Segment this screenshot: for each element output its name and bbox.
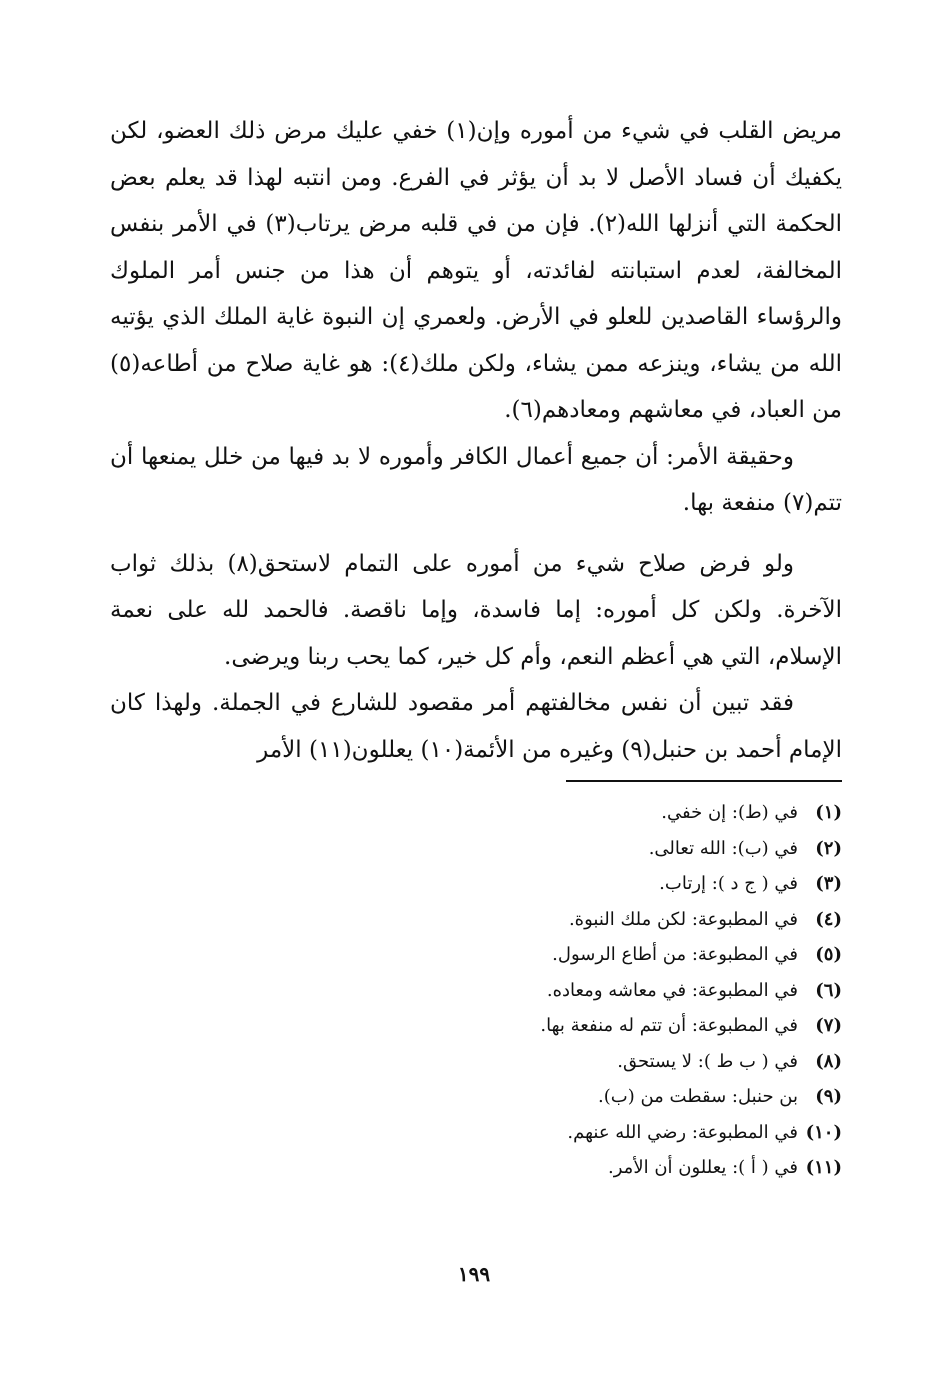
- footnote-item: [300, 973, 842, 1009]
- footnote-item: [300, 937, 842, 973]
- footnote-text: في ( ج د ): إرتاب.: [659, 873, 798, 894]
- footnote-number: (٧): [815, 1015, 842, 1036]
- page-number: ١٩٩: [457, 1262, 491, 1286]
- paragraph-2: وحقيقة الأمر: أن جميع أعمال الكافر وأموره لا بد فيها من خلل يمنعها أن تتم(٧) منفعة بها.: [110, 443, 842, 516]
- footnote-text: في ( ب ط ): لا يستحق.: [617, 1050, 798, 1072]
- footnote-text: في المطبوعة: رضي الله عنهم.: [567, 1121, 798, 1143]
- footnote-text: في المطبوعة: أن تتم له منفعة بها.: [540, 1015, 798, 1036]
- footnote-number: (٥): [815, 944, 842, 965]
- footnote-number: (٢): [815, 837, 842, 859]
- footnote-text: في المطبوعة: لكن ملك النبوة.: [568, 908, 798, 930]
- footnote-item: [300, 1044, 842, 1080]
- footnote-text: بن حنبل: سقطت من (ب).: [598, 1086, 798, 1107]
- footnote-item: [300, 1115, 842, 1151]
- footnote-item: [300, 1008, 842, 1044]
- footnote-number: (٣): [815, 873, 842, 894]
- footnote-text: في المطبوعة: من أطاع الرسول.: [552, 944, 798, 965]
- footnote-text: في ( أ ): يعللون أن الأمر.: [608, 1157, 798, 1178]
- footnote-item: [300, 831, 842, 867]
- footnote-number: (٩): [815, 1086, 842, 1107]
- footnote-item: [300, 902, 842, 938]
- footnote-number: (١٠): [805, 1121, 842, 1143]
- footnote-number: (١١): [805, 1157, 842, 1178]
- footnote-number: (٦): [815, 979, 842, 1001]
- footnotes-list: [300, 795, 842, 1186]
- footnote-text: في (ط): إن خفي.: [661, 802, 798, 823]
- main-text: [110, 108, 842, 773]
- footnote-text: في المطبوعة: في معاشه ومعاده.: [546, 979, 798, 1001]
- footnote-number: (١): [815, 802, 842, 823]
- paragraph-3: ولو فرض صلاح شيء من أموره على التمام لاستحق(٨) بذلك ثواب الآخرة. ولكن كل أموره: إما فاسدة، وإما ناقصة. فالحمد لله على نعمة الإسلام، التي هي أعظم النعم، وأم كل خير، كما يحب ربنا ويرضى.: [110, 550, 842, 670]
- paragraph-4: فقد تبين أن نفس مخالفتهم أمر مقصود للشارع في الجملة. ولهذا كان الإمام أحمد بن حنبل(٩) وغيره من الأئمة(١٠) يعللون(١١) الأمر: [110, 690, 842, 763]
- footnote-item: [300, 1150, 842, 1186]
- footnote-number: (٨): [815, 1050, 842, 1072]
- footnote-item: [300, 795, 842, 831]
- paragraph-1: مريض القلب في شيء من أموره وإن(١) خفي عليك مرض ذلك العضو، لكن يكفيك أن فساد الأصل لا بد أن يؤثر في الفرع. ومن انتبه لهذا قد يعلم بعض الحكمة التي أنزلها الله(٢). فإن من في قلبه مرض يرتاب(٣) في الأمر بنفس المخالفة، لعدم استبانته لفائدته، أو يتوهم أن هذا من جنس أمر الملوك والرؤساء القاصدين للعلو في الأرض. ولعمري إن النبوة غاية الملك الذي يؤتيه الله من يشاء، وينزعه ممن يشاء، ولكن ملك(٤): هو غاية صلاح من أطاعه(٥) من العباد، في معاشهم ومعادهم(٦).: [110, 118, 842, 423]
- footnote-text: في (ب): الله تعالى.: [648, 837, 798, 859]
- footnote-item: [300, 866, 842, 902]
- footnote-item: [300, 1079, 842, 1115]
- footnote-separator: [566, 780, 842, 782]
- footnote-number: (٤): [815, 908, 842, 930]
